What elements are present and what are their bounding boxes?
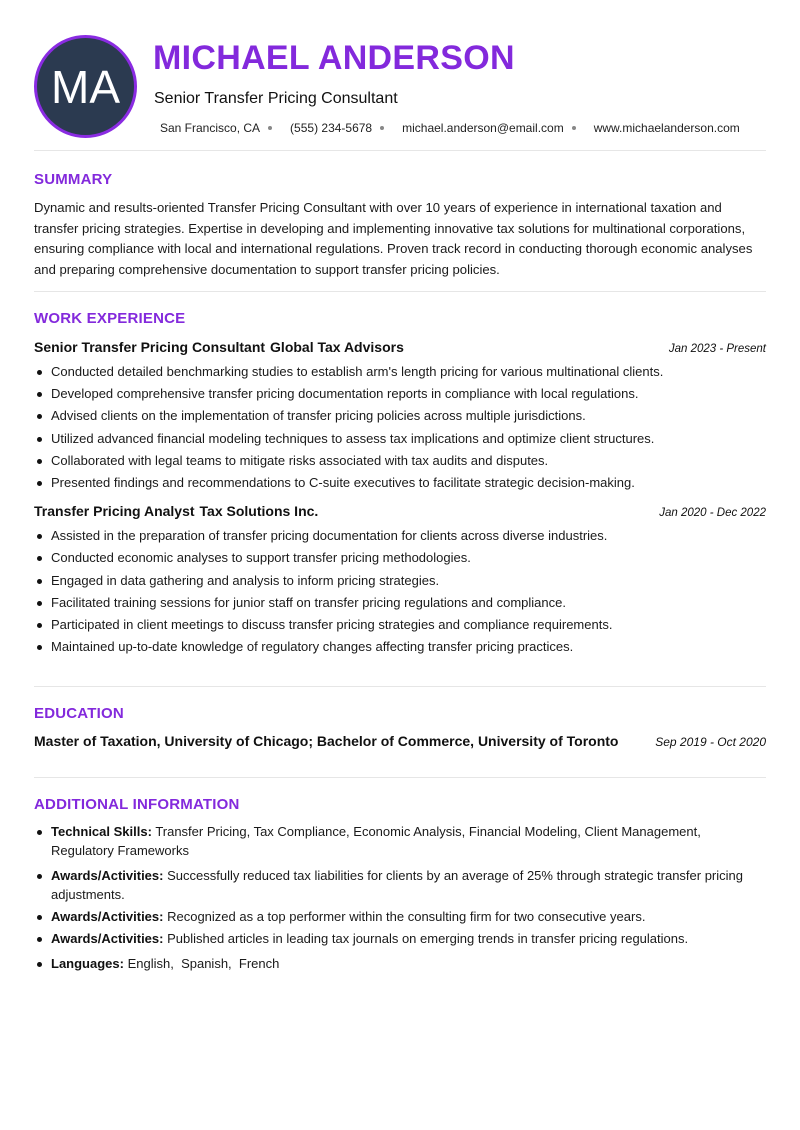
list-item: Participated in client meetings to discuss transfer pricing strategies and compliance requirements.: [34, 614, 766, 636]
job-role-line: [34, 339, 404, 355]
contact-phone: (555) 234-5678: [290, 121, 373, 135]
job-dates: Jan 2020 - Dec 2022: [659, 507, 766, 520]
job-header: [34, 339, 766, 355]
list-item: Utilized advanced financial modeling techniques to assess tax implications and optimize client structures.: [34, 428, 766, 450]
candidate-name: MICHAEL ANDERSON: [153, 39, 515, 77]
info-label: Awards/Activities:: [51, 931, 164, 946]
job-entry: [34, 339, 766, 494]
list-item: Engaged in data gathering and analysis to inform pricing strategies.: [34, 570, 766, 592]
list-item: Maintained up-to-date knowledge of regulatory changes affecting transfer pricing practices.: [34, 636, 766, 658]
job-role: Transfer Pricing Analyst: [34, 503, 195, 520]
info-text: Recognized as a top performer within the consulting firm for two consecutive years.: [167, 909, 646, 924]
resume-header: [34, 0, 766, 151]
info-text: Transfer Pricing, Tax Compliance, Economic Analysis, Financial Modeling, Client Management, Regulatory Frameworks: [51, 824, 701, 858]
list-item: [34, 866, 766, 904]
job-entry: [34, 503, 766, 658]
list-item: Collaborated with legal teams to mitigate risks associated with tax audits and disputes.: [34, 450, 766, 472]
section-heading-summary: SUMMARY: [34, 171, 113, 188]
job-header: [34, 503, 766, 519]
job-company: Global Tax Advisors: [270, 339, 404, 355]
additional-info-list: [34, 822, 766, 973]
job-company: Tax Solutions Inc.: [199, 503, 319, 520]
avatar: [34, 35, 137, 138]
education-section: [34, 687, 766, 778]
info-text: Published articles in leading tax journals on emerging trends in transfer pricing regulations.: [167, 931, 689, 946]
separator-dot-icon: [572, 126, 576, 130]
job-bullets: [34, 361, 766, 494]
list-item: Assisted in the preparation of transfer pricing documentation for clients across diverse industries.: [34, 525, 766, 547]
candidate-title: Senior Transfer Pricing Consultant: [154, 90, 398, 107]
summary-text: Dynamic and results-oriented Transfer Pricing Consultant with over 10 years of experience in international taxation and transfer pricing strategies. Expertise in developing and implementing innovative tax solutions for multinational corporations, ensuring compliance with local and international regulations. Proven track record in conducting thorough economic analyses and preparing comprehensive documentation to support transfer pricing policies.: [34, 200, 753, 277]
education-degree: Master of Taxation, University of Chicago; Bachelor of Commerce, University of Toronto: [34, 733, 619, 749]
list-item: Presented findings and recommendations to C-suite executives to facilitate strategic decision-making.: [34, 472, 766, 494]
info-label: Awards/Activities:: [51, 868, 164, 883]
list-item: [34, 929, 766, 948]
list-item: Conducted detailed benchmarking studies to establish arm's length pricing for various multinational clients.: [34, 361, 766, 383]
list-item: [34, 954, 766, 973]
list-item: Facilitated training sessions for junior staff on transfer pricing regulations and compliance.: [34, 592, 766, 614]
info-text: Successfully reduced tax liabilities for clients by an average of 25% through strategic transfer pricing adjustments.: [51, 868, 743, 902]
separator-dot-icon: [268, 126, 272, 130]
job-dates: Jan 2023 - Present: [668, 343, 766, 355]
list-item: [34, 822, 766, 860]
info-label: Languages:: [51, 956, 124, 971]
contact-email[interactable]: michael.anderson@email.com: [402, 121, 564, 135]
list-item: [34, 907, 766, 926]
additional-info-section: [34, 778, 766, 973]
list-item: Conducted economic analyses to support transfer pricing methodologies.: [34, 547, 766, 569]
work-experience-section: [34, 292, 766, 687]
education-dates: Sep 2019 - Oct 2020: [655, 735, 766, 749]
contact-row: [160, 120, 740, 136]
job-role-line: [34, 503, 318, 519]
list-item: Developed comprehensive transfer pricing documentation reports in compliance with local regulations.: [34, 383, 766, 405]
contact-location: San Francisco, CA: [160, 121, 261, 135]
info-text: English, Spanish, French: [127, 956, 280, 971]
section-heading-education: EDUCATION: [34, 705, 124, 722]
job-role: Senior Transfer Pricing Consultant: [34, 339, 266, 355]
contact-website[interactable]: www.michaelanderson.com: [593, 121, 740, 135]
avatar-initials: MA: [51, 60, 120, 113]
info-label: Technical Skills:: [51, 824, 152, 839]
separator-dot-icon: [380, 126, 384, 130]
list-item: Advised clients on the implementation of transfer pricing policies across multiple jurisdictions.: [34, 405, 766, 427]
section-heading-additional: ADDITIONAL INFORMATION: [34, 796, 240, 813]
info-label: Awards/Activities:: [51, 909, 164, 924]
section-heading-work: WORK EXPERIENCE: [34, 310, 186, 327]
job-bullets: [34, 525, 766, 658]
summary-section: [34, 151, 766, 292]
education-entry: [34, 733, 766, 749]
